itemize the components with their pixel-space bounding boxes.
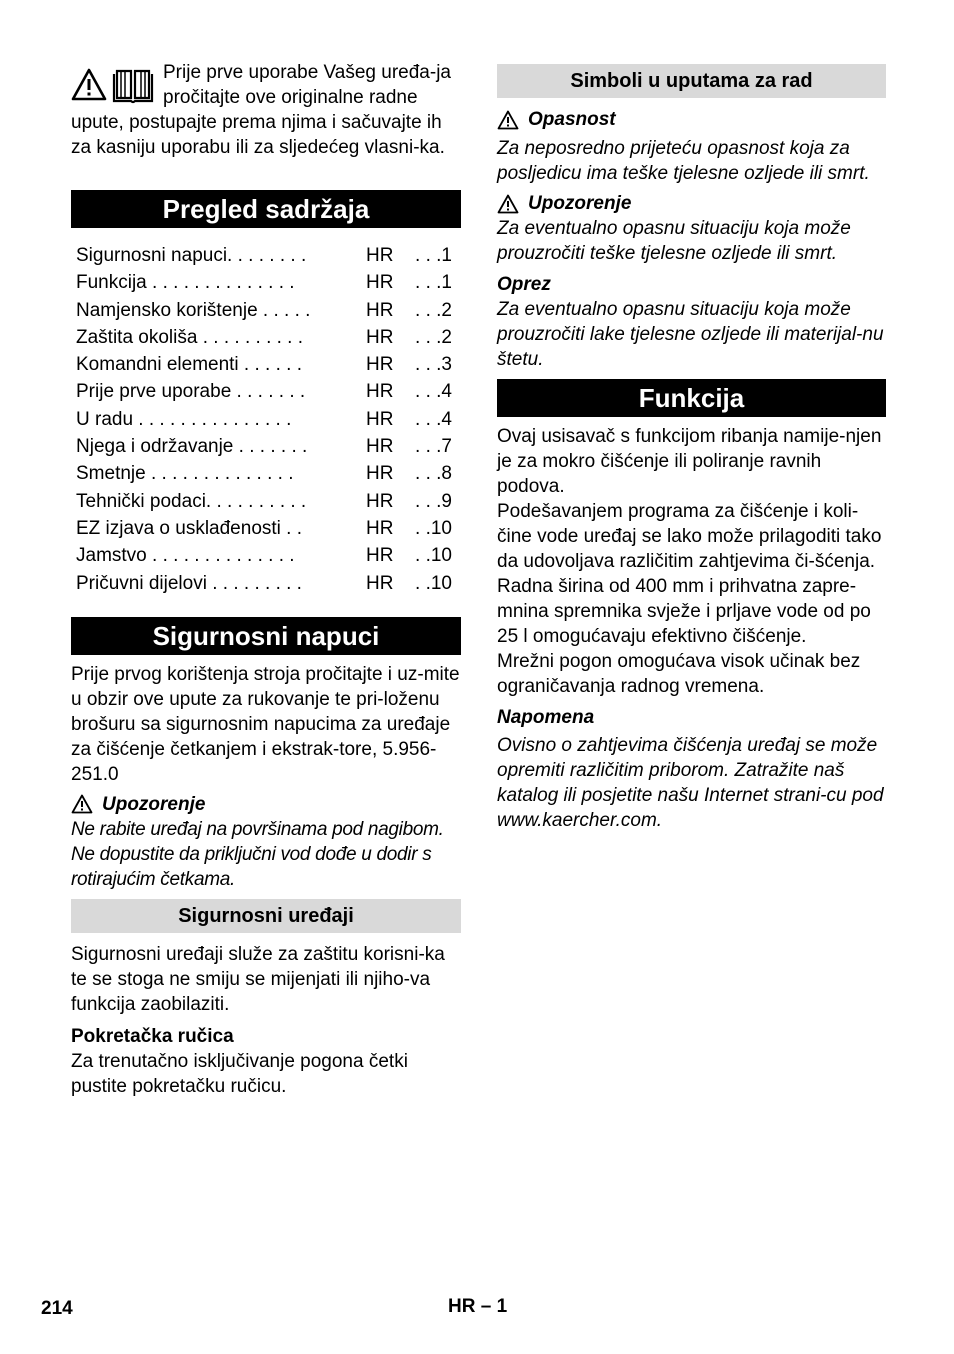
danger-label: Opasnost <box>528 109 616 130</box>
toc-item-lang: HR <box>366 299 394 321</box>
toc-item <box>76 542 461 569</box>
toc-item-page: . . .8 <box>415 463 452 485</box>
footer-page-number: 214 <box>41 1298 73 1319</box>
toc-item <box>76 351 461 378</box>
toc-item <box>76 515 461 542</box>
toc-item-page: . .10 <box>415 572 452 594</box>
toc-item <box>76 297 461 324</box>
toc-item <box>76 460 461 487</box>
manual-book-icon <box>111 68 155 109</box>
caution-label: Oprez <box>497 274 551 295</box>
handle-text: Za trenutačno isključivanje pogona četki pustite pokretačku ručicu. <box>71 1050 408 1097</box>
toc-item-page: . . .2 <box>415 326 452 348</box>
function-p1: Ovaj usisavač s funkcijom ribanja namije-njen je za mokro čišćenje ili poliranje ravnih podova. <box>497 426 882 497</box>
toc-item-name: Komandni elementi . . . . . . <box>76 354 302 376</box>
toc-list <box>71 242 461 597</box>
toc-item-name: Njega i održavanje . . . . . . . <box>76 436 308 458</box>
intro-icons <box>71 68 155 109</box>
warning-icon <box>71 794 93 814</box>
intro-block <box>71 60 461 190</box>
toc-item-name: Namjensko korištenje . . . . . <box>76 299 311 321</box>
function-heading: Funkcija <box>497 379 886 417</box>
note-text: Ovisno o zahtjevima čišćenja uređaj se može opremiti različitim priborom. Zatražite naš katalog ili posjetite našu Internet strani-cu pod www.kaercher.com. <box>497 735 884 831</box>
toc-item-lang: HR <box>366 463 394 485</box>
danger-heading <box>497 107 886 132</box>
function-p4: Mrežni pogon omogućava visok učinak bez ograničavanja radnog vremena. <box>497 651 861 697</box>
toc-item-lang: HR <box>366 408 394 430</box>
warning-heading <box>497 191 886 216</box>
toc-item-lang: HR <box>366 272 394 294</box>
toc-item-name: Zaštita okoliša . . . . . . . . . . <box>76 326 304 348</box>
toc-item <box>76 378 461 405</box>
safety-warning-text: Ne rabite uređaj na površinama pod nagibom. Ne dopustite da priključni vod dođe u dodir s rotirajućim četkama. <box>71 818 444 890</box>
toc-item <box>76 269 461 296</box>
toc-item-page: . . .1 <box>415 245 452 266</box>
toc-item-lang: HR <box>366 245 394 266</box>
toc-item-page: . . .7 <box>415 436 452 458</box>
toc-item <box>76 242 461 269</box>
toc-item <box>76 570 461 597</box>
toc-item-lang: HR <box>366 436 394 458</box>
toc-item-name: Tehnički podaci. . . . . . . . . . <box>76 490 307 512</box>
toc-item-name: Funkcija . . . . . . . . . . . . . . <box>76 272 295 294</box>
toc-item-lang: HR <box>366 517 394 539</box>
toc-item-page: . .10 <box>415 545 452 567</box>
warning-text: Za eventualno opasnu situaciju koja može prouzročiti teške tjelesne ozljede ili smrt. <box>497 218 851 264</box>
safety-heading: Sigurnosni napuci <box>71 617 461 655</box>
footer-page-ref: HR – 1 <box>448 1296 508 1317</box>
caution-text: Za eventualno opasnu situaciju koja može prouzročiti lake tjelesne ozljede ili materijal-nu štetu. <box>497 299 884 370</box>
safety-text: Prije prvog korištenja stroja pročitajte i uz-mite u obzir ove upute za rukovanje te pri-loženu brošuru sa sigurnosnim napucima za uređaje za čišćenje četkanjem i ekstrak-tore, 5.956-251.0 <box>71 663 460 785</box>
toc-item-name: Smetnje . . . . . . . . . . . . . . <box>76 463 294 485</box>
safety-warning-label: Upozorenje <box>102 793 206 815</box>
handle-heading: Pokretačka ručica <box>71 1025 234 1047</box>
toc-item-page: . . .4 <box>415 408 452 430</box>
toc-item-name: Jamstvo . . . . . . . . . . . . . . <box>76 545 295 567</box>
toc-item-name: EZ izjava o usklađenosti . . <box>76 517 302 539</box>
toc-item <box>76 433 461 460</box>
toc-item-page: . . .1 <box>415 272 452 294</box>
danger-text: Za neposredno prijeteću opasnost koja za posljedicu ima teške tjelesne ozljede ili smrt. <box>497 138 870 184</box>
toc-item-name: Pričuvni dijelovi . . . . . . . . . <box>76 572 302 594</box>
toc-item-page: . . .3 <box>415 354 452 376</box>
toc-item-lang: HR <box>366 572 394 594</box>
function-p3: Radna širina od 400 mm i prihvatna zapre-mnina spremnika svježe i prljave vode od po 25 l omogućavaju efektivno čišćenje. <box>497 576 871 647</box>
toc-item-lang: HR <box>366 545 394 567</box>
toc-item-lang: HR <box>366 354 394 376</box>
toc-item-name: Prije prve uporabe . . . . . . . <box>76 381 306 403</box>
toc-item-lang: HR <box>366 326 394 348</box>
safety-devices-heading: Sigurnosni uređaji <box>71 899 461 933</box>
toc-item-lang: HR <box>366 490 394 512</box>
toc-item-page: . . .2 <box>415 299 452 321</box>
toc-item-name: U radu . . . . . . . . . . . . . . . <box>76 408 292 430</box>
warning-icon <box>497 194 519 214</box>
toc-item <box>76 324 461 351</box>
toc-item-page: . .10 <box>415 517 452 539</box>
intro-text: Prije prve uporabe Vašeg uređa-ja pročitajte ove originalne radne upute, postupajte prema njima i sačuvajte ih za kasniju uporabu ili za sljedećeg vlasni-ka. <box>71 62 451 158</box>
right-column <box>497 64 886 833</box>
toc-heading: Pregled sadržaja <box>71 190 461 228</box>
toc-item-name: Sigurnosni napuci. . . . . . . . <box>76 245 307 266</box>
toc-item-page: . . .9 <box>415 490 452 512</box>
toc-item-lang: HR <box>366 381 394 403</box>
warning-icon <box>71 68 107 109</box>
warning-icon <box>497 110 519 130</box>
symbols-heading: Simboli u uputama za rad <box>497 64 886 98</box>
note-label: Napomena <box>497 707 595 728</box>
safety-warning-heading <box>71 792 461 817</box>
warning-label: Upozorenje <box>528 193 632 214</box>
toc-item <box>76 406 461 433</box>
toc-item <box>76 488 461 515</box>
toc-item-page: . . .4 <box>415 381 452 403</box>
safety-devices-text: Sigurnosni uređaji služe za zaštitu korisni-ka te se stoga ne smiju se mijenjati ili njiho-va funkcija zaobilaziti. <box>71 943 445 1015</box>
function-p2: Podešavanjem programa za čišćenje i koli-čine vode uređaj se lako može prilagoditi tako da udovoljava različitim zahtjevima či-šćenja. <box>497 501 882 572</box>
left-column <box>71 60 461 1099</box>
